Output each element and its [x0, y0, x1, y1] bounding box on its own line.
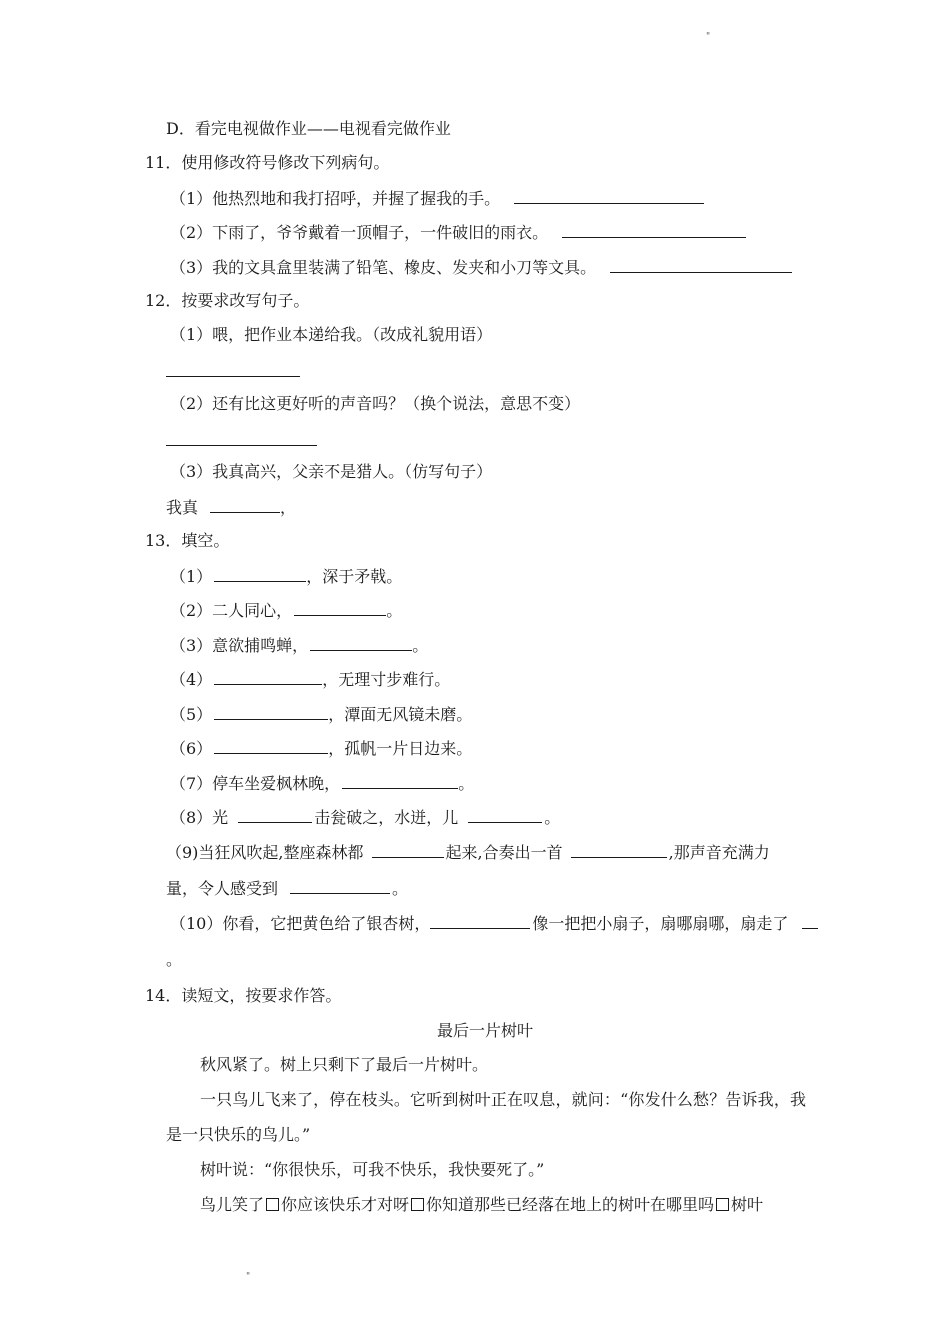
answer-blank[interactable]	[610, 256, 792, 273]
passage-paragraph-2: 一只鸟儿飞来了，停在枝头。它听到树叶正在叹息，就问：“你发什么愁？告诉我，我	[200, 1090, 806, 1109]
punctuation-box[interactable]	[266, 1198, 279, 1211]
answer-blank[interactable]	[214, 565, 306, 582]
q13-item: （4） ，无理寸步难行。	[170, 670, 451, 689]
answer-blank[interactable]	[214, 668, 322, 685]
q13-item-10-end: 。	[166, 950, 183, 969]
q12-item-2: （2）还有比这更好听的声音吗？（换个说法，意思不变）	[170, 394, 581, 413]
q13-item-9-cont: 量，令人感受到 。	[166, 879, 409, 898]
q11-title: 11．使用修改符号修改下列病句。	[145, 153, 390, 172]
q13-item: （2）二人同心， 。	[170, 601, 403, 620]
bottom-mark: "	[246, 1272, 251, 1282]
q13-item-8: （8）光 击瓮破之，水迸，儿 。	[170, 808, 561, 827]
q13-item: （6） ，孤帆一片日边来。	[170, 739, 473, 758]
punctuation-box[interactable]	[411, 1198, 424, 1211]
q13-item: （3）意欲捕鸣蝉， 。	[170, 636, 429, 655]
answer-blank[interactable]	[210, 496, 280, 513]
q10-option-d: D．看完电视做作业——电视看完做作业	[166, 119, 451, 138]
q13-item: （5） ，潭面无风镜未磨。	[170, 705, 473, 724]
q14-title: 14．读短文，按要求作答。	[145, 986, 342, 1005]
answer-blank[interactable]	[802, 912, 818, 929]
answer-blank[interactable]	[468, 806, 542, 823]
answer-blank[interactable]	[430, 912, 530, 929]
q12-title: 12．按要求改写句子。	[145, 291, 310, 310]
answer-blank[interactable]	[562, 221, 746, 238]
q12-item-3: （3）我真高兴，父亲不是猎人。（仿写句子）	[170, 462, 493, 481]
answer-blank[interactable]	[342, 772, 458, 789]
q13-title: 13．填空。	[145, 531, 230, 550]
answer-blank[interactable]	[514, 187, 704, 204]
passage-paragraph-2-cont: 是一只快乐的鸟儿。”	[166, 1125, 311, 1144]
answer-line[interactable]	[166, 376, 300, 377]
passage-paragraph-4: 鸟儿笑了 你应该快乐才对呀 你知道那些已经落在地上的树叶在哪里吗 树叶	[200, 1195, 764, 1214]
q11-item-1: （1）他热烈地和我打招呼，并握了握我的手。	[170, 187, 704, 210]
answer-blank[interactable]	[372, 841, 444, 858]
answer-blank[interactable]	[571, 841, 667, 858]
answer-blank[interactable]	[214, 703, 328, 720]
q11-item-2: （2）下雨了，爷爷戴着一顶帽子，一件破旧的雨衣。	[170, 221, 746, 244]
passage-paragraph-3: 树叶说：“你很快乐，可我不快乐，我快要死了。”	[200, 1160, 545, 1179]
q13-item-9: （9)当狂风吹起,整座森林都 起来,合奏出一首 ,那声音充满力	[166, 843, 770, 862]
passage-title: 最后一片树叶	[437, 1021, 534, 1040]
passage-paragraph-1: 秋风紧了。树上只剩下了最后一片树叶。	[200, 1055, 489, 1074]
q13-item: （7）停车坐爱枫林晚， 。	[170, 774, 475, 793]
punctuation-box[interactable]	[716, 1198, 729, 1211]
q12-item-1: （1）喂，把作业本递给我。（改成礼貌用语）	[170, 325, 493, 344]
answer-blank[interactable]	[238, 806, 312, 823]
answer-blank[interactable]	[310, 634, 412, 651]
answer-blank[interactable]	[294, 599, 386, 616]
top-mark: "	[706, 32, 711, 42]
q13-item: （1） ，深于矛戟。	[170, 567, 403, 586]
q11-item-3: （3）我的文具盒里装满了铅笔、橡皮、发夹和小刀等文具。	[170, 256, 792, 279]
answer-blank[interactable]	[214, 737, 328, 754]
q12-item-3-answer: 我真 ，	[166, 498, 297, 517]
answer-line[interactable]	[166, 445, 317, 446]
answer-blank[interactable]	[290, 877, 390, 894]
q13-item-10: （10）你看，它把黄色给了银杏树， 像一把把小扇子，扇哪扇哪，扇走了	[170, 912, 818, 935]
